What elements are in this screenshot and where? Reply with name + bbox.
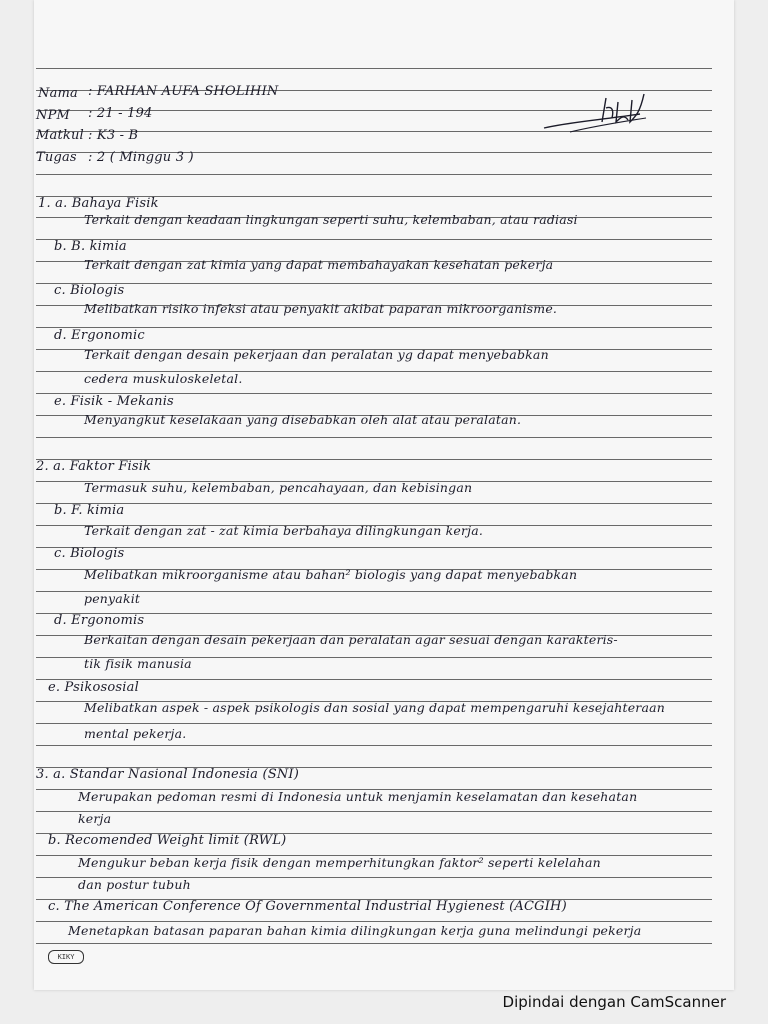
s3-b-title: b. Recomended Weight limit (RWL) bbox=[48, 833, 287, 848]
s3-b-text2: dan postur tubuh bbox=[78, 877, 191, 892]
s2-a-text: Termasuk suhu, kelembaban, pencahayaan, dan kebisingan bbox=[84, 480, 473, 495]
s1-e-text: Menyangkut keselakaan yang disebabkan oleh alat atau peralatan. bbox=[84, 412, 522, 427]
tugas-value: : 2 ( Minggu 3 ) bbox=[88, 150, 194, 165]
s1-d-text1: Terkait dengan desain pekerjaan dan peralatan yg dapat menyebabkan bbox=[84, 347, 549, 362]
s1-e-title: e. Fisik - Mekanis bbox=[54, 394, 174, 409]
s2-e-text1: Melibatkan aspek - aspek psikologis dan sosial yang dapat mempengaruhi kesejahteraan bbox=[84, 700, 666, 715]
s2-c-text1: Melibatkan mikroorganisme atau bahan² biologis yang dapat menyebabkan bbox=[84, 567, 578, 582]
notebook-logo: KIKY bbox=[48, 950, 84, 964]
nama-label: Nama bbox=[38, 86, 79, 101]
s3-a-title: 3. a. Standar Nasional Indonesia (SNI) bbox=[36, 767, 300, 782]
signature-image bbox=[540, 92, 650, 140]
s1-b-title: b. B. kimia bbox=[54, 239, 127, 254]
s1-c-title: c. Biologis bbox=[54, 283, 125, 298]
s2-c-title: c. Biologis bbox=[54, 546, 125, 561]
s1-d-text2: cedera muskuloskeletal. bbox=[84, 371, 243, 386]
camscanner-watermark: Dipindai dengan CamScanner bbox=[502, 993, 726, 1011]
s2-a-title: 2. a. Faktor Fisik bbox=[36, 459, 152, 474]
s3-c-title: c. The American Conference Of Governmental Industrial Hygienest (ACGIH) bbox=[48, 899, 567, 914]
s2-d-title: d. Ergonomis bbox=[54, 613, 145, 628]
matkul-label: Matkul bbox=[36, 128, 84, 143]
s2-e-text2: mental pekerja. bbox=[84, 726, 187, 741]
s2-b-text: Terkait dengan zat - zat kimia berbahaya dilingkungan kerja. bbox=[84, 523, 484, 538]
nama-value: : FARHAN AUFA SHOLIHIN bbox=[88, 84, 279, 99]
s2-d-text1: Berkaitan dengan desain pekerjaan dan peralatan agar sesuai dengan karakteris- bbox=[84, 632, 618, 647]
s2-c-text2: penyakit bbox=[84, 591, 141, 606]
s2-d-text2: tik fisik manusia bbox=[84, 656, 192, 671]
s3-b-text1: Mengukur beban kerja fisik dengan memperhitungkan faktor² seperti kelelahan bbox=[78, 855, 601, 870]
s1-a-title: 1. a. Bahaya Fisik bbox=[38, 196, 159, 211]
tugas-label: Tugas bbox=[36, 150, 77, 165]
npm-value: : 21 - 194 bbox=[88, 106, 153, 121]
s3-a-text1: Merupakan pedoman resmi di Indonesia untuk menjamin keselamatan dan kesehatan bbox=[78, 789, 638, 804]
s3-c-text: Menetapkan batasan paparan bahan kimia dilingkungan kerja guna melindungi pekerja bbox=[68, 923, 642, 938]
s1-d-title: d. Ergonomic bbox=[54, 328, 145, 343]
s2-e-title: e. Psikososial bbox=[48, 680, 139, 695]
s1-c-text: Melibatkan risiko infeksi atau penyakit akibat paparan mikroorganisme. bbox=[84, 301, 558, 316]
s3-a-text2: kerja bbox=[78, 811, 112, 826]
s1-a-text: Terkait dengan keadaan lingkungan seperti suhu, kelembaban, atau radiasi bbox=[84, 212, 578, 227]
s2-b-title: b. F. kimia bbox=[54, 503, 125, 518]
s1-b-text: Terkait dengan zat kimia yang dapat membahayakan kesehatan pekerja bbox=[84, 257, 554, 272]
npm-label: NPM bbox=[36, 108, 71, 123]
matkul-value: : K3 - B bbox=[88, 128, 139, 143]
